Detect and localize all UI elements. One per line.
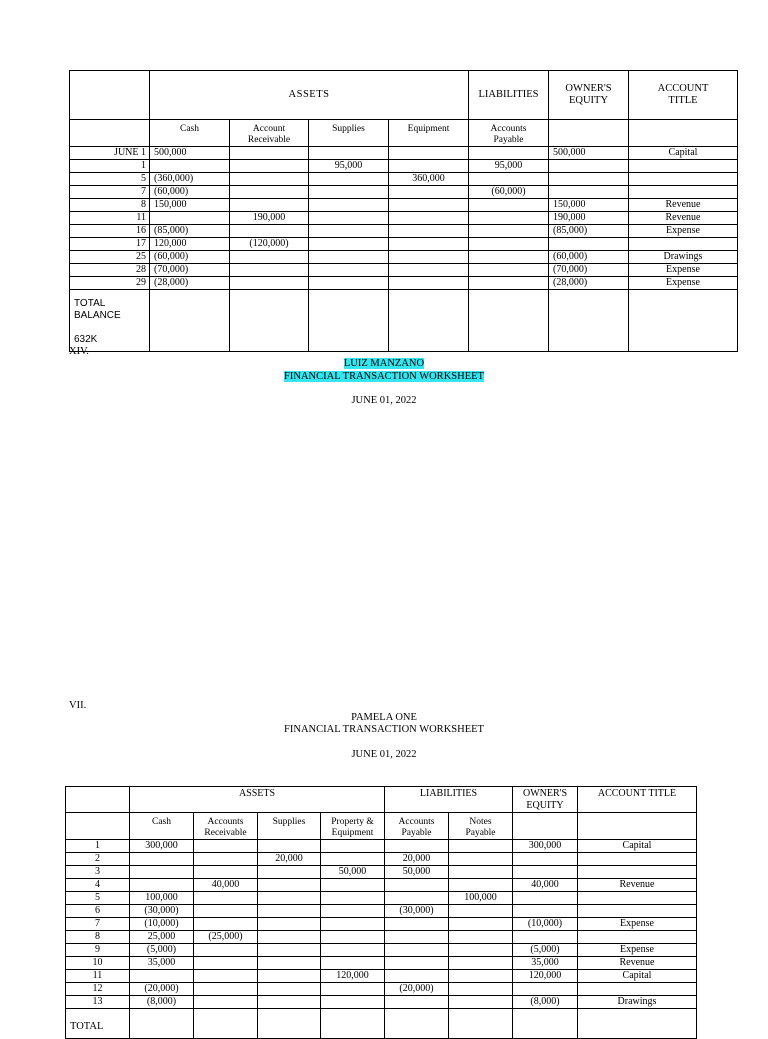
cell-accounts-payable: 20,000 — [385, 853, 449, 866]
cell-accounts-receivable — [194, 996, 258, 1009]
cell-owners-equity — [513, 892, 578, 905]
table-row — [70, 186, 738, 199]
cell-cash — [130, 853, 194, 866]
cell-date: 17 — [70, 238, 150, 251]
cell-cash: 300,000 — [130, 840, 194, 853]
worksheet-date: JUNE 01, 2022 — [351, 395, 417, 406]
subheader-blank — [513, 813, 578, 840]
cell-cash: 120,000 — [150, 238, 230, 251]
subheader-accounts-payable-text: Accounts Payable — [490, 124, 527, 145]
cell-notes-payable — [449, 853, 513, 866]
cell-owners-equity: 300,000 — [513, 840, 578, 853]
cell-accounts-receivable — [194, 983, 258, 996]
table-row — [66, 996, 697, 1009]
cell-account-title: Expense — [629, 225, 738, 238]
header-blank — [70, 71, 150, 120]
cell-number: 2 — [66, 853, 130, 866]
section-number-vii: VII. — [69, 700, 87, 711]
cell-number: 5 — [66, 892, 130, 905]
cell-cash: (20,000) — [130, 983, 194, 996]
cell-supplies: 20,000 — [258, 853, 321, 866]
total-balance-cell — [70, 290, 150, 352]
cell-accounts-receivable — [194, 957, 258, 970]
cell-supplies — [309, 238, 389, 251]
cell-account-title: Revenue — [578, 957, 697, 970]
cell-accounts-payable: (20,000) — [385, 983, 449, 996]
table-row — [66, 879, 697, 892]
header-account-title-text: ACCOUNT TITLE — [657, 83, 709, 106]
subheader-accounts-payable — [469, 120, 549, 147]
cell-supplies — [309, 277, 389, 290]
cell-cash: (8,000) — [130, 996, 194, 1009]
cell-supplies — [258, 866, 321, 879]
total-cell — [549, 290, 629, 352]
total-label: TOTAL — [66, 1009, 130, 1039]
subheader-supplies: Supplies — [309, 120, 389, 147]
cell-owners-equity — [549, 186, 629, 199]
cell-cash: 35,000 — [130, 957, 194, 970]
cell-account-receivable — [230, 199, 309, 212]
cell-property-equipment — [321, 892, 385, 905]
cell-account-receivable — [230, 147, 309, 160]
header-liabilities: LIABILITIES — [385, 787, 513, 813]
subheader-account-receivable — [230, 120, 309, 147]
cell-number: 11 — [66, 970, 130, 983]
subheader-accounts-receivable-text: Accounts Receivable — [204, 817, 247, 838]
table-row — [70, 264, 738, 277]
cell-accounts-receivable — [194, 944, 258, 957]
cell-account-title — [629, 160, 738, 173]
subheader-blank — [66, 813, 130, 840]
cell-number: 10 — [66, 957, 130, 970]
cell-accounts-payable — [469, 173, 549, 186]
cell-notes-payable — [449, 970, 513, 983]
cell-supplies — [258, 905, 321, 918]
header-owners-equity — [513, 787, 578, 813]
subheader-account-receivable-text: Account Receivable — [247, 124, 291, 145]
cell-number: 8 — [66, 931, 130, 944]
table-row — [66, 905, 697, 918]
table-row — [66, 840, 697, 853]
cell-account-receivable — [230, 251, 309, 264]
cell-account-title: Capital — [629, 147, 738, 160]
cell-notes-payable — [449, 905, 513, 918]
cell-notes-payable — [449, 840, 513, 853]
cell-accounts-payable: 50,000 — [385, 866, 449, 879]
cell-cash — [130, 879, 194, 892]
cell-owners-equity: 120,000 — [513, 970, 578, 983]
cell-cash: 150,000 — [150, 199, 230, 212]
header-assets: ASSETS — [130, 787, 385, 813]
cell-property-equipment: 120,000 — [321, 970, 385, 983]
owner-name-highlight: LUIZ MANZANO — [343, 358, 425, 369]
cell-number: 4 — [66, 879, 130, 892]
cell-equipment — [389, 212, 469, 225]
cell-owners-equity — [513, 853, 578, 866]
table-row — [66, 866, 697, 879]
cell-account-receivable — [230, 264, 309, 277]
header-account-title: ACCOUNT TITLE — [578, 787, 697, 813]
header-liabilities: LIABILITIES — [469, 71, 549, 120]
worksheet-title-highlight: FINANCIAL TRANSACTION WORKSHEET — [284, 371, 484, 382]
cell-supplies — [258, 879, 321, 892]
cell-supplies — [309, 264, 389, 277]
cell-owners-equity — [513, 905, 578, 918]
table-row — [66, 931, 697, 944]
cell-owners-equity — [513, 983, 578, 996]
cell-equipment — [389, 186, 469, 199]
table-row — [70, 225, 738, 238]
cell-accounts-receivable — [194, 840, 258, 853]
cell-account-title — [578, 853, 697, 866]
cell-accounts-payable — [469, 225, 549, 238]
cell-accounts-receivable: 40,000 — [194, 879, 258, 892]
cell-accounts-payable — [385, 944, 449, 957]
cell-owners-equity: 40,000 — [513, 879, 578, 892]
cell-accounts-payable — [385, 970, 449, 983]
cell-number: 9 — [66, 944, 130, 957]
cell-property-equipment — [321, 905, 385, 918]
cell-cash: (70,000) — [150, 264, 230, 277]
header-owners-equity — [549, 71, 629, 120]
subheader-notes-payable — [449, 813, 513, 840]
cell-account-title — [578, 931, 697, 944]
cell-equipment: 360,000 — [389, 173, 469, 186]
cell-notes-payable — [449, 931, 513, 944]
cell-supplies — [309, 199, 389, 212]
total-cell — [389, 290, 469, 352]
cell-accounts-receivable: (25,000) — [194, 931, 258, 944]
cell-supplies — [309, 147, 389, 160]
cell-number: 7 — [66, 918, 130, 931]
cell-cash — [150, 212, 230, 225]
cell-number: 1 — [66, 840, 130, 853]
cell-number: 3 — [66, 866, 130, 879]
cell-property-equipment — [321, 840, 385, 853]
cell-account-receivable — [230, 173, 309, 186]
table-row — [70, 199, 738, 212]
cell-supplies — [309, 186, 389, 199]
cell-date: 28 — [70, 264, 150, 277]
subheader-accounts-payable-text: Accounts Payable — [398, 817, 435, 838]
cell-cash — [150, 160, 230, 173]
subheader-notes-payable-text: Notes Payable — [465, 817, 496, 838]
worksheet-table-1 — [69, 70, 738, 352]
cell-number: 12 — [66, 983, 130, 996]
cell-supplies — [258, 983, 321, 996]
cell-account-title — [578, 905, 697, 918]
table-row — [66, 970, 697, 983]
cell-cash: (60,000) — [150, 186, 230, 199]
cell-accounts-payable — [469, 277, 549, 290]
subheader-blank — [629, 120, 738, 147]
cell-supplies — [309, 173, 389, 186]
table-row — [66, 957, 697, 970]
cell-cash: 100,000 — [130, 892, 194, 905]
total-cell — [629, 290, 738, 352]
cell-property-equipment — [321, 983, 385, 996]
cell-date: 11 — [70, 212, 150, 225]
cell-accounts-receivable — [194, 892, 258, 905]
cell-equipment — [389, 238, 469, 251]
cell-accounts-payable — [385, 918, 449, 931]
cell-supplies — [309, 251, 389, 264]
cell-accounts-payable: (60,000) — [469, 186, 549, 199]
cell-accounts-payable — [469, 199, 549, 212]
cell-supplies — [258, 957, 321, 970]
cell-accounts-payable — [385, 957, 449, 970]
cell-account-title: Expense — [629, 277, 738, 290]
cell-cash: 500,000 — [150, 147, 230, 160]
cell-account-title — [629, 238, 738, 251]
cell-notes-payable: 100,000 — [449, 892, 513, 905]
cell-account-title — [629, 173, 738, 186]
cell-equipment — [389, 264, 469, 277]
cell-owners-equity — [513, 866, 578, 879]
cell-accounts-receivable — [194, 905, 258, 918]
cell-accounts-payable: (30,000) — [385, 905, 449, 918]
cell-accounts-payable — [469, 147, 549, 160]
subheader-cash: Cash — [150, 120, 230, 147]
cell-owners-equity: (8,000) — [513, 996, 578, 1009]
cell-date: 16 — [70, 225, 150, 238]
balance-label: BALANCE — [74, 310, 121, 321]
cell-owners-equity: 500,000 — [549, 147, 629, 160]
cell-accounts-payable — [385, 840, 449, 853]
cell-date: 7 — [70, 186, 150, 199]
cell-notes-payable — [449, 879, 513, 892]
cell-equipment — [389, 147, 469, 160]
cell-owners-equity: 190,000 — [549, 212, 629, 225]
cell-supplies — [258, 944, 321, 957]
cell-supplies — [258, 996, 321, 1009]
cell-account-title: Revenue — [578, 879, 697, 892]
table-row — [70, 160, 738, 173]
cell-equipment — [389, 277, 469, 290]
header-blank — [66, 787, 130, 813]
cell-owners-equity — [549, 160, 629, 173]
table-row — [70, 147, 738, 160]
cell-supplies — [309, 225, 389, 238]
cell-owners-equity: 35,000 — [513, 957, 578, 970]
cell-account-receivable — [230, 186, 309, 199]
subheader-blank — [549, 120, 629, 147]
cell-equipment — [389, 251, 469, 264]
cell-property-equipment — [321, 957, 385, 970]
cell-notes-payable — [449, 918, 513, 931]
subheader-supplies: Supplies — [258, 813, 321, 840]
worksheet-title — [0, 371, 768, 382]
cell-account-title: Capital — [578, 970, 697, 983]
cell-owners-equity: (10,000) — [513, 918, 578, 931]
cell-owners-equity: 150,000 — [549, 199, 629, 212]
table-row — [70, 238, 738, 251]
cell-account-receivable: (120,000) — [230, 238, 309, 251]
cell-accounts-receivable — [194, 918, 258, 931]
cell-cash — [130, 970, 194, 983]
subheader-cash: Cash — [130, 813, 194, 840]
cell-supplies: 95,000 — [309, 160, 389, 173]
total-balance-value: 632K — [74, 334, 98, 345]
cell-supplies — [309, 212, 389, 225]
cell-account-title: Drawings — [629, 251, 738, 264]
cell-account-title: Expense — [629, 264, 738, 277]
cell-owners-equity — [549, 238, 629, 251]
cell-accounts-payable — [469, 212, 549, 225]
cell-notes-payable — [449, 957, 513, 970]
cell-accounts-payable — [469, 264, 549, 277]
cell-property-equipment — [321, 918, 385, 931]
cell-cash: (30,000) — [130, 905, 194, 918]
cell-number: 6 — [66, 905, 130, 918]
cell-account-receivable — [230, 160, 309, 173]
cell-date: 8 — [70, 199, 150, 212]
cell-owners-equity: (60,000) — [549, 251, 629, 264]
cell-cash: (5,000) — [130, 944, 194, 957]
worksheet-owner-name — [0, 358, 768, 369]
subheader-accounts-receivable — [194, 813, 258, 840]
total-cell — [309, 290, 389, 352]
cell-notes-payable — [449, 996, 513, 1009]
subheader-equipment: Equipment — [389, 120, 469, 147]
table-row — [70, 212, 738, 225]
cell-owners-equity: (70,000) — [549, 264, 629, 277]
total-cell — [150, 290, 230, 352]
cell-property-equipment — [321, 944, 385, 957]
cell-accounts-payable — [385, 931, 449, 944]
subheader-accounts-payable — [385, 813, 449, 840]
subheader-property-equipment — [321, 813, 385, 840]
cell-accounts-payable: 95,000 — [469, 160, 549, 173]
cell-date: 29 — [70, 277, 150, 290]
cell-notes-payable — [449, 944, 513, 957]
cell-owners-equity: (28,000) — [549, 277, 629, 290]
cell-accounts-receivable — [194, 853, 258, 866]
cell-account-title: Expense — [578, 944, 697, 957]
cell-cash: (60,000) — [150, 251, 230, 264]
section-number-xiv: XIV. — [69, 346, 89, 357]
cell-accounts-payable — [385, 892, 449, 905]
cell-cash: (360,000) — [150, 173, 230, 186]
header-owners-equity-text: OWNER'S EQUITY — [565, 83, 612, 106]
cell-account-title: Drawings — [578, 996, 697, 1009]
cell-supplies — [258, 970, 321, 983]
cell-owners-equity — [513, 931, 578, 944]
cell-supplies — [258, 931, 321, 944]
cell-accounts-receivable — [194, 970, 258, 983]
cell-equipment — [389, 160, 469, 173]
header-account-title — [629, 71, 738, 120]
cell-cash: (28,000) — [150, 277, 230, 290]
table-row — [66, 892, 697, 905]
cell-date: 25 — [70, 251, 150, 264]
worksheet-owner-name-2: PAMELA ONE — [351, 712, 417, 723]
header-owners-equity-text: OWNER'S EQUITY — [523, 788, 568, 811]
cell-property-equipment — [321, 996, 385, 1009]
cell-cash: (10,000) — [130, 918, 194, 931]
total-cell — [469, 290, 549, 352]
cell-property-equipment — [321, 853, 385, 866]
table-row — [66, 853, 697, 866]
cell-accounts-payable — [469, 251, 549, 264]
cell-cash: (85,000) — [150, 225, 230, 238]
table-row — [70, 277, 738, 290]
cell-supplies — [258, 840, 321, 853]
cell-owners-equity: (5,000) — [513, 944, 578, 957]
total-label: TOTAL — [74, 298, 106, 309]
cell-account-receivable: 190,000 — [230, 212, 309, 225]
cell-account-title — [578, 892, 697, 905]
cell-accounts-payable — [385, 996, 449, 1009]
cell-date: JUNE 1 — [70, 147, 150, 160]
cell-account-title — [578, 983, 697, 996]
cell-cash: 25,000 — [130, 931, 194, 944]
header-assets: ASSETS — [150, 71, 469, 120]
table-row — [66, 944, 697, 957]
cell-property-equipment — [321, 931, 385, 944]
cell-account-title — [578, 866, 697, 879]
cell-notes-payable — [449, 866, 513, 879]
subheader-blank — [578, 813, 697, 840]
cell-account-title: Capital — [578, 840, 697, 853]
table-row — [70, 251, 738, 264]
cell-property-equipment — [321, 879, 385, 892]
cell-account-title: Expense — [578, 918, 697, 931]
cell-notes-payable — [449, 983, 513, 996]
subheader-blank — [70, 120, 150, 147]
cell-account-receivable — [230, 277, 309, 290]
cell-number: 13 — [66, 996, 130, 1009]
worksheet-table-2 — [65, 786, 697, 1039]
cell-owners-equity — [549, 173, 629, 186]
cell-account-receivable — [230, 225, 309, 238]
table-row — [66, 983, 697, 996]
cell-accounts-payable — [469, 238, 549, 251]
cell-account-title: Revenue — [629, 199, 738, 212]
cell-owners-equity: (85,000) — [549, 225, 629, 238]
table-row — [66, 918, 697, 931]
cell-account-title: Revenue — [629, 212, 738, 225]
cell-date: 5 — [70, 173, 150, 186]
total-cell — [230, 290, 309, 352]
cell-date: 1 — [70, 160, 150, 173]
cell-equipment — [389, 199, 469, 212]
worksheet-date-2: JUNE 01, 2022 — [351, 749, 417, 760]
cell-supplies — [258, 918, 321, 931]
cell-property-equipment: 50,000 — [321, 866, 385, 879]
cell-accounts-payable — [385, 879, 449, 892]
table-row — [70, 173, 738, 186]
subheader-property-equipment-text: Property & Equipment — [331, 817, 374, 838]
cell-accounts-receivable — [194, 866, 258, 879]
cell-equipment — [389, 225, 469, 238]
worksheet-title-2: FINANCIAL TRANSACTION WORKSHEET — [284, 724, 484, 735]
cell-account-title — [629, 186, 738, 199]
cell-supplies — [258, 892, 321, 905]
cell-cash — [130, 866, 194, 879]
